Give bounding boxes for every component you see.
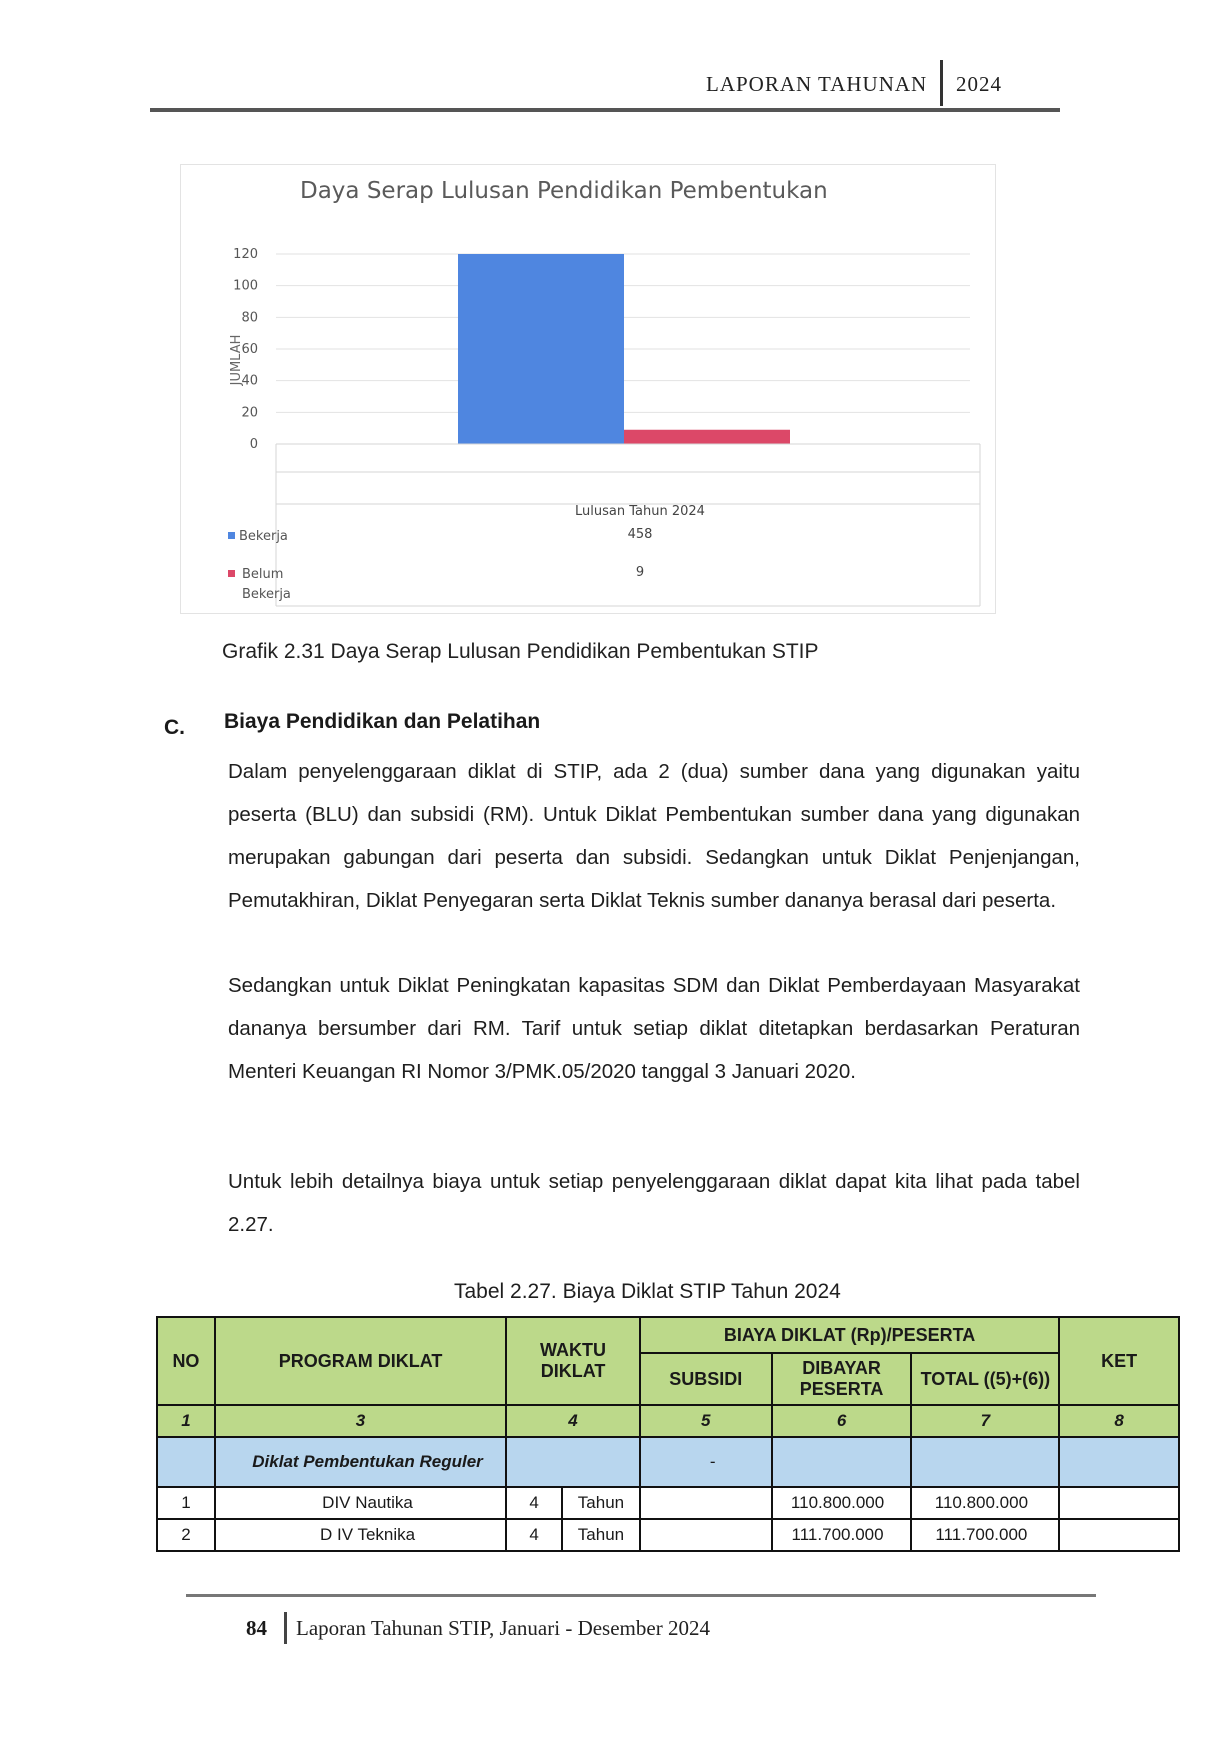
table-row [157,1487,1179,1519]
header-year: 2024 [956,72,1002,96]
category-subsidi: - [640,1437,772,1487]
col-number: 1 [157,1405,215,1437]
bar-bekerja [458,254,624,444]
chart-title: Daya Serap Lulusan Pendidikan Pembentukan [300,178,828,204]
y-tick-label: 60 [241,342,258,357]
y-tick-label: 120 [233,247,258,262]
y-tick-label: 40 [241,373,258,389]
col-number: 3 [215,1405,506,1437]
footer-separator [284,1612,287,1644]
bar-chart [180,164,996,614]
paragraph-3: Untuk lebih detailnya biaya untuk setiap penyelenggaraan diklat dapat kita lihat pada tabel 2.27. [228,1170,1080,1236]
section-letter: C. [164,716,185,739]
header-ket: KET [1059,1317,1179,1405]
col-number: 4 [506,1405,640,1437]
row-dibayar: 110.800.000 [772,1487,912,1519]
legend-swatch-belum-bekerja [228,570,235,577]
row-subsidi [640,1487,772,1519]
row-ket [1059,1487,1179,1519]
table-value-bekerja: 458 [627,527,653,542]
row-durasi: 4 [506,1487,562,1519]
row-no: 1 [157,1487,215,1519]
category-label: Diklat Pembentukan Reguler [215,1437,506,1487]
row-durasi: 4 [506,1519,562,1551]
header-biaya-group: BIAYA DIKLAT (Rp)/PESERTA [640,1317,1059,1353]
header-separator [940,60,943,106]
header-subsidi: SUBSIDI [640,1353,772,1405]
table-value-belum-bekerja: 9 [635,565,645,580]
table-row [157,1519,1179,1551]
header-dibayar: DIBAYAR PESERTA [772,1353,912,1405]
row-program: DIV Nautika [215,1487,506,1519]
footer-text: Laporan Tahunan STIP, Januari - Desember 2024 [296,1616,710,1640]
col-number: 7 [911,1405,1059,1437]
biaya-diklat-table [156,1316,1180,1552]
header-no: NO [157,1317,215,1405]
row-dibayar: 111.700.000 [772,1519,912,1551]
y-tick-label: 100 [233,278,258,294]
header-program: PROGRAM DIKLAT [215,1317,506,1405]
row-total: 110.800.000 [911,1487,1059,1519]
row-no: 2 [157,1519,215,1551]
row-program: D IV Teknika [215,1519,506,1551]
page-number: 84 [246,1616,267,1640]
legend-label-belum: Belum [242,567,284,582]
figure-caption: Grafik 2.31 Daya Serap Lulusan Pendidikan Pembentukan STIP [222,640,819,663]
paragraph-1: Dalam penyelenggaraan diklat di STIP, ada 2 (dua) sumber dana yang digunakan yaitu peserta (BLU) dan subsidi (RM). Untuk Diklat Pembentukan sumber dana yang digunakan merupakan gabungan dari peserta dan subsidi. Sedangkan untuk Diklat Penjenjangan, Pemutakhiran, Diklat Penyegaran serta Diklat Teknis sumber dananya berasal dari peserta. [228,760,1080,912]
bar-belum-bekerja [624,430,790,444]
row-satuan: Tahun [562,1519,640,1551]
legend-swatch-bekerja [228,532,235,539]
y-tick-label: 0 [249,437,258,452]
chart-category-label: Lulusan Tahun 2024 [575,504,705,519]
category-row [157,1437,1179,1487]
col-number: 8 [1059,1405,1179,1437]
col-number: 6 [772,1405,912,1437]
row-total: 111.700.000 [911,1519,1059,1551]
footer-rule [186,1594,1096,1597]
chart-y-axis-label: JUMLAH [229,334,244,386]
header-rule [150,108,1060,112]
section-title: Biaya Pendidikan dan Pelatihan [224,710,541,733]
legend-label-bekerja: Bekerja [239,529,288,544]
col-number: 5 [640,1405,772,1437]
y-tick-label: 20 [241,405,258,421]
header-total: TOTAL ((5)+(6)) [911,1353,1059,1405]
header-waktu: WAKTU DIKLAT [506,1317,640,1405]
table-caption: Tabel 2.27. Biaya Diklat STIP Tahun 2024 [454,1280,841,1303]
legend-label-belum-2: Bekerja [242,587,291,602]
chart-data-table [228,444,980,606]
row-ket [1059,1519,1179,1551]
header-title: LAPORAN TAHUNAN [706,72,928,96]
row-subsidi [640,1519,772,1551]
paragraph-2: Sedangkan untuk Diklat Peningkatan kapasitas SDM dan Diklat Pemberdayaan Masyarakat dananya bersumber dari RM. Tarif untuk setiap diklat ditetapkan berdasarkan Peraturan Menteri Keuangan RI Nomor 3/PMK.05/2020 tanggal 3 Januari 2020. [228,974,1080,1083]
row-satuan: Tahun [562,1487,640,1519]
y-tick-label: 80 [241,310,258,326]
